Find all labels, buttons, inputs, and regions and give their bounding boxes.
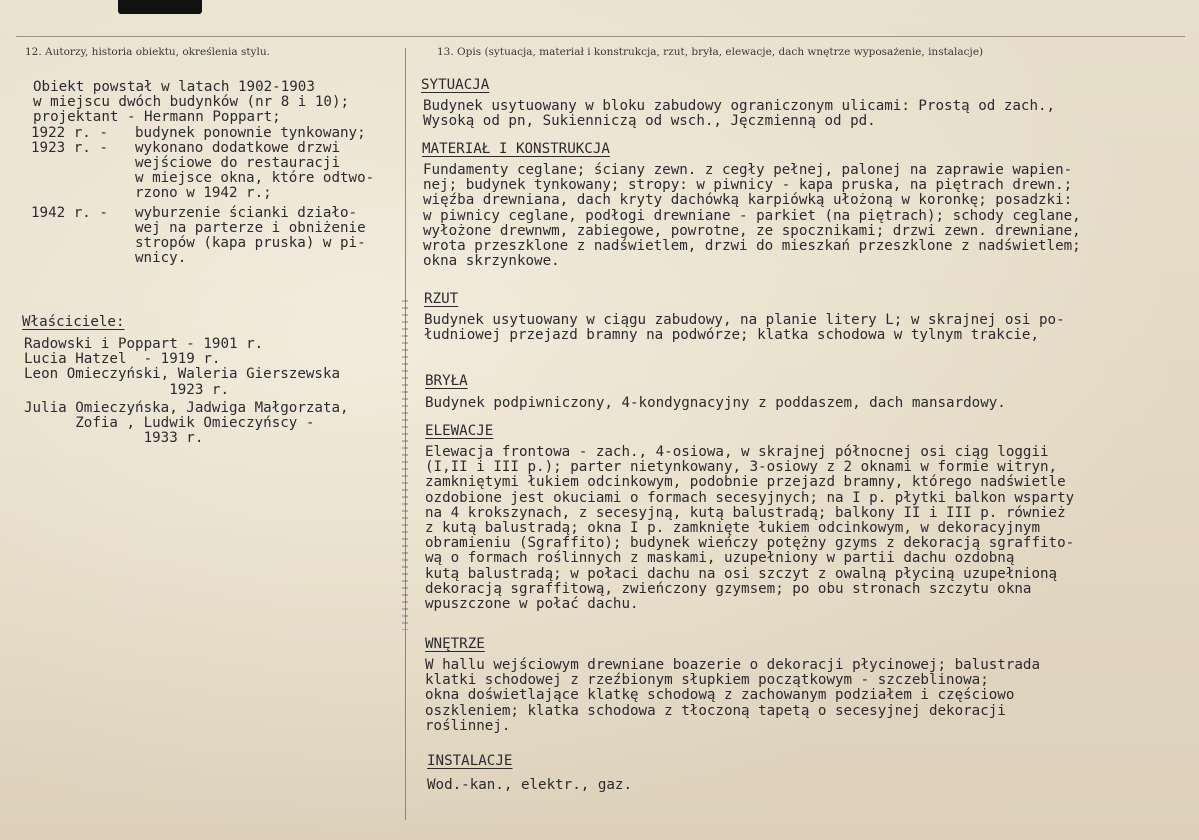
- section-heading-material: MATERIAŁ I KONSTRUKCJA: [422, 141, 610, 157]
- section-line: wyłożone drewnwm, zabiegowe, powrotne, ze spocznikami; drzwi zewn. drewniane,: [423, 222, 1081, 239]
- left-column-header: 12. Autorzy, historia obiektu, określenia stylu.: [25, 46, 270, 58]
- section-line: wpuszczone w połać dachu.: [425, 596, 639, 613]
- section-body-sytuacja: [423, 99, 1055, 129]
- history-intro-line: Obiekt powstał w latach 1902-1903: [33, 79, 315, 95]
- section-line: klatki schodowej z rzeźbionym słupkiem początkowym - szczeblinowa;: [425, 672, 989, 689]
- section-heading-sytuacja: SYTUACJA: [421, 77, 490, 93]
- history-block: [31, 79, 375, 267]
- section-line: obramieniu (Sgraffito); budynek wieńczy potężny gzyms z dekoracją sgraffito-: [425, 535, 1075, 552]
- section-line: więźba drewniana, dach kryty dachówką karpiówką ułożoną w koronkę; posadzki:: [423, 192, 1073, 209]
- column-divider-dots: [402, 300, 408, 630]
- owner-line: 1933 r.: [24, 430, 204, 447]
- section-body-wnetrze: [425, 658, 1040, 734]
- history-entry-text: wnicy.: [135, 250, 187, 267]
- owner-line: Radowski i Poppart - 1901 r.: [24, 336, 264, 352]
- history-entry-text: stropów (kapa pruska) w pi-: [135, 234, 366, 251]
- owner-line: Lucia Hatzel - 1919 r.: [24, 351, 221, 368]
- section-line: na 4 krokszynach, z secesyjną, kutą balustradą; balkony II i III p. również: [425, 504, 1066, 521]
- section-line: W hallu wejściowym drewniane boazerie o dekoracji płycinowej; balustrada: [425, 657, 1040, 673]
- section-line: roślinnej.: [425, 717, 511, 734]
- section-line: ozdobione jest okuciami o formach secesyjnych; na I p. płytki balkon wsparty: [425, 489, 1075, 506]
- owner-line: Julia Omieczyńska, Jadwiga Małgorzata,: [24, 399, 349, 416]
- card-tab-notch: [118, 0, 202, 14]
- history-entry-year: 1923 r. -: [31, 139, 108, 156]
- section-line: Budynek podpiwniczony, 4-kondygnacyjny z poddaszem, dach mansardowy.: [425, 395, 1006, 411]
- section-line: kutą balustradą; w połaci dachu na osi szczyt z owalną płyciną uzupełnioną: [425, 565, 1058, 582]
- section-line: Elewacja frontowa - zach., 4-osiowa, w skrajnej północnej osi ciąg loggii: [425, 444, 1049, 460]
- section-line: Wod.-kan., elektr., gaz.: [427, 777, 632, 793]
- owners-list: [24, 337, 349, 446]
- section-body-instalacje: [427, 778, 632, 793]
- section-line: (I,II i III p.); parter nietynkowany, 3-osiowy z 2 oknami w formie witryn,: [425, 459, 1058, 476]
- history-entry-1942: [31, 204, 366, 267]
- history-intro-line: projektant - Hermann Poppart;: [33, 109, 281, 126]
- section-body-elewacje: [425, 445, 1074, 612]
- section-body-rzut: [424, 313, 1065, 343]
- history-entry-1923: [31, 139, 375, 202]
- owners-heading: Właściciele:: [22, 314, 125, 330]
- section-line: Fundamenty ceglane; ściany zewn. z cegły pełnej, palonej na zaprawie wapien-: [423, 162, 1073, 178]
- section-heading-bryla: BRYŁA: [425, 373, 468, 389]
- section-line: Wysoką od pn, Sukienniczą od wsch., Jęczmienną od pd.: [423, 113, 876, 130]
- owner-line: Zofia , Ludwik Omieczyńscy -: [24, 414, 315, 431]
- history-entry-text: w miejsce okna, które odtwo-: [135, 170, 375, 187]
- history-entry-text: wej na parterze i obniżenie: [135, 219, 366, 236]
- history-entry-text: wykonano dodatkowe drzwi: [135, 139, 340, 156]
- section-line: zamkniętymi łukiem odcinkowym, podobnie przejazd bramny, którego nadświetle: [425, 474, 1066, 491]
- section-line: okna doświetlające klatkę schodową z zachowanym podziałem i częściowo: [425, 687, 1015, 704]
- section-line: wą o formach roślinnych z maskami, uzupełniony w partii dachu ozdobną: [425, 550, 1015, 567]
- section-heading-instalacje: INSTALACJE: [427, 753, 513, 769]
- history-entry-text: rzono w 1942 r.;: [135, 185, 272, 202]
- section-line: oszkleniem; klatka schodowa z tłoczoną tapetą o secesyjnej dekoracji: [425, 702, 1006, 719]
- section-heading-wnetrze: WNĘTRZE: [425, 636, 485, 652]
- section-line: Budynek usytuowany w ciągu zabudowy, na planie litery L; w skrajnej osi po-: [424, 312, 1065, 328]
- history-entry-text: wyburzenie ścianki działo-: [135, 204, 358, 221]
- section-body-material: [423, 163, 1081, 269]
- history-entry-year: 1942 r. -: [31, 204, 108, 221]
- section-line: dekoracją sgraffitową, zwieńczony gzymsem; po obu stronach szczytu okna: [425, 580, 1032, 597]
- section-line: nej; budynek tynkowany; stropy: w piwnicy - kapa pruska, na piętrach drewn.;: [423, 177, 1073, 194]
- section-body-bryla: [425, 396, 1006, 411]
- history-entry-year: 1922 r. -: [31, 124, 108, 141]
- section-line: wrota przeszklone z nadświetlem, drzwi do mieszkań przeszklone z nadświetlem;: [423, 238, 1081, 255]
- history-intro-line: w miejscu dwóch budynków (nr 8 i 10);: [33, 94, 350, 111]
- section-heading-rzut: RZUT: [424, 291, 459, 307]
- section-heading-elewacje: ELEWACJE: [425, 423, 494, 439]
- section-line: w piwnicy ceglane, podłogi drewniane - parkiet (na piętrach); schody ceglane,: [423, 207, 1081, 224]
- section-line: łudniowej przejazd bramny na podwórze; klatka schodowa w tylnym trakcie,: [424, 327, 1039, 344]
- history-entry-text: wejściowe do restauracji: [135, 154, 340, 171]
- section-line: z kutą balustradą; okna I p. zamknięte łukiem odcinkowym, w dekoracyjnym: [425, 520, 1040, 537]
- owner-line: 1923 r.: [24, 381, 229, 398]
- history-entry-text: budynek ponownie tynkowany;: [135, 124, 366, 141]
- right-column-header: 13. Opis (sytuacja, materiał i konstrukcja, rzut, bryła, elewacje, dach wnętrze wyposażenie, instalacje): [437, 46, 984, 58]
- section-line: okna skrzynkowe.: [423, 253, 560, 270]
- section-line: Budynek usytuowany w bloku zabudowy ograniczonym ulicami: Prostą od zach.,: [423, 98, 1056, 114]
- top-rule: [16, 36, 1185, 37]
- owner-line: Leon Omieczyński, Waleria Gierszewska: [24, 366, 341, 383]
- history-entry-1922: [31, 124, 366, 141]
